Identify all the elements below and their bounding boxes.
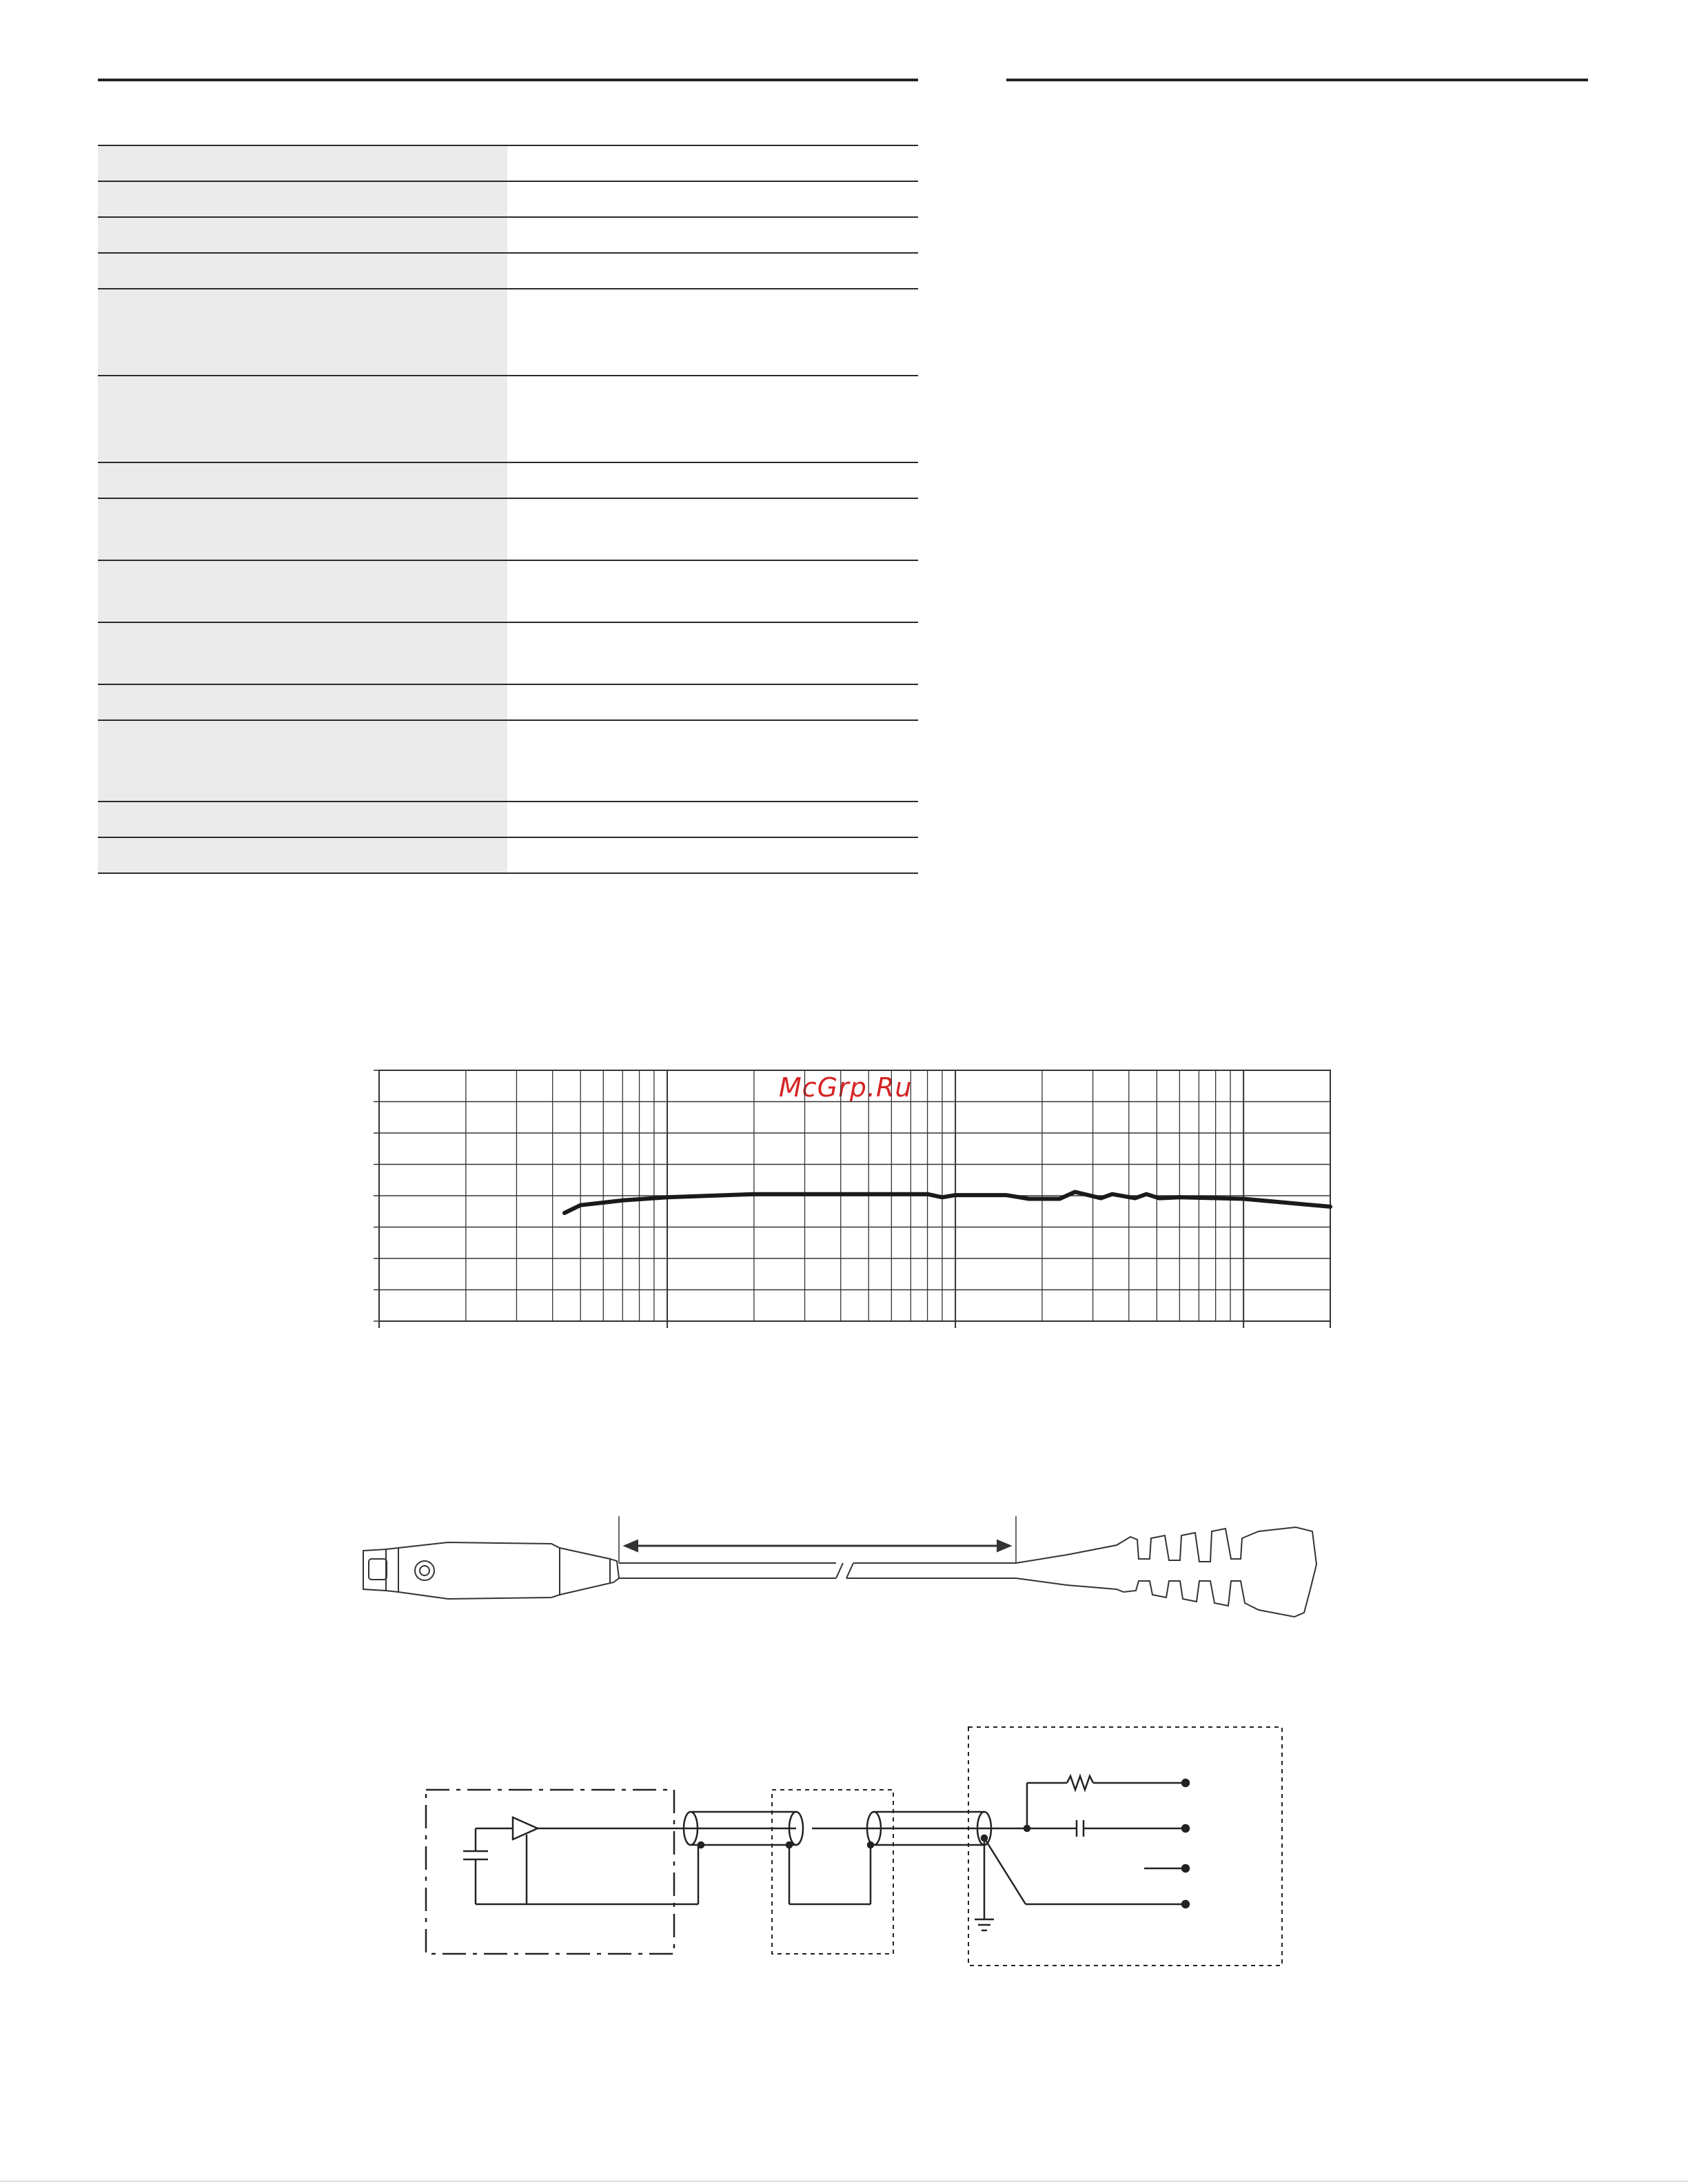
spec-label	[98, 623, 507, 684]
spec-value	[507, 463, 918, 498]
spec-value	[507, 146, 918, 181]
watermark: McGrp.Ru	[779, 1072, 913, 1103]
right-column-header-rule	[1006, 79, 1588, 81]
spec-value	[507, 561, 918, 622]
spec-value	[507, 289, 918, 375]
spec-row	[98, 721, 918, 802]
spec-value	[507, 721, 918, 801]
cable-shield-left	[684, 1812, 698, 1845]
microphone-circuit-box	[426, 1790, 674, 1954]
strain-relief	[1067, 1527, 1316, 1617]
spec-value	[507, 376, 918, 462]
spec-label	[98, 561, 507, 622]
spec-label	[98, 376, 507, 462]
spec-label	[98, 463, 507, 498]
spec-label	[98, 685, 507, 720]
spec-label	[98, 721, 507, 801]
spec-row	[98, 182, 918, 218]
spec-value	[507, 685, 918, 720]
resistor-icon	[1067, 1776, 1093, 1790]
specifications-header-rule	[98, 79, 918, 81]
specifications-table	[98, 145, 918, 874]
spec-value	[507, 838, 918, 872]
spec-label	[98, 289, 507, 375]
spec-value	[507, 802, 918, 837]
spec-value	[507, 218, 918, 252]
connector-box	[772, 1790, 893, 1954]
connector-pin-icon	[415, 1561, 434, 1580]
spec-row	[98, 623, 918, 685]
connector-body	[398, 1542, 619, 1599]
connector-head	[363, 1549, 386, 1591]
spec-row	[98, 561, 918, 623]
spec-label	[98, 254, 507, 288]
spec-row	[98, 218, 918, 254]
spec-row	[98, 838, 918, 874]
spec-row	[98, 499, 918, 561]
input-circuit-box	[968, 1727, 1282, 1966]
spec-row	[98, 145, 918, 182]
spec-row	[98, 802, 918, 838]
chart-series-line	[565, 1192, 1330, 1214]
chart-frame	[379, 1070, 1330, 1321]
spec-value	[507, 182, 918, 216]
spec-row	[98, 376, 918, 463]
footer-rule	[0, 2181, 1688, 2182]
spec-row	[98, 254, 918, 289]
spec-label	[98, 838, 507, 872]
spec-label	[98, 499, 507, 560]
spec-row	[98, 685, 918, 721]
spec-label	[98, 802, 507, 837]
spec-label	[98, 218, 507, 252]
spec-value	[507, 499, 918, 560]
spec-label	[98, 146, 507, 181]
spec-value	[507, 623, 918, 684]
amplifier-icon	[513, 1817, 538, 1839]
spec-label	[98, 182, 507, 216]
spec-value	[507, 254, 918, 288]
spec-row	[98, 289, 918, 376]
spec-row	[98, 463, 918, 499]
connector-latch	[369, 1559, 387, 1580]
